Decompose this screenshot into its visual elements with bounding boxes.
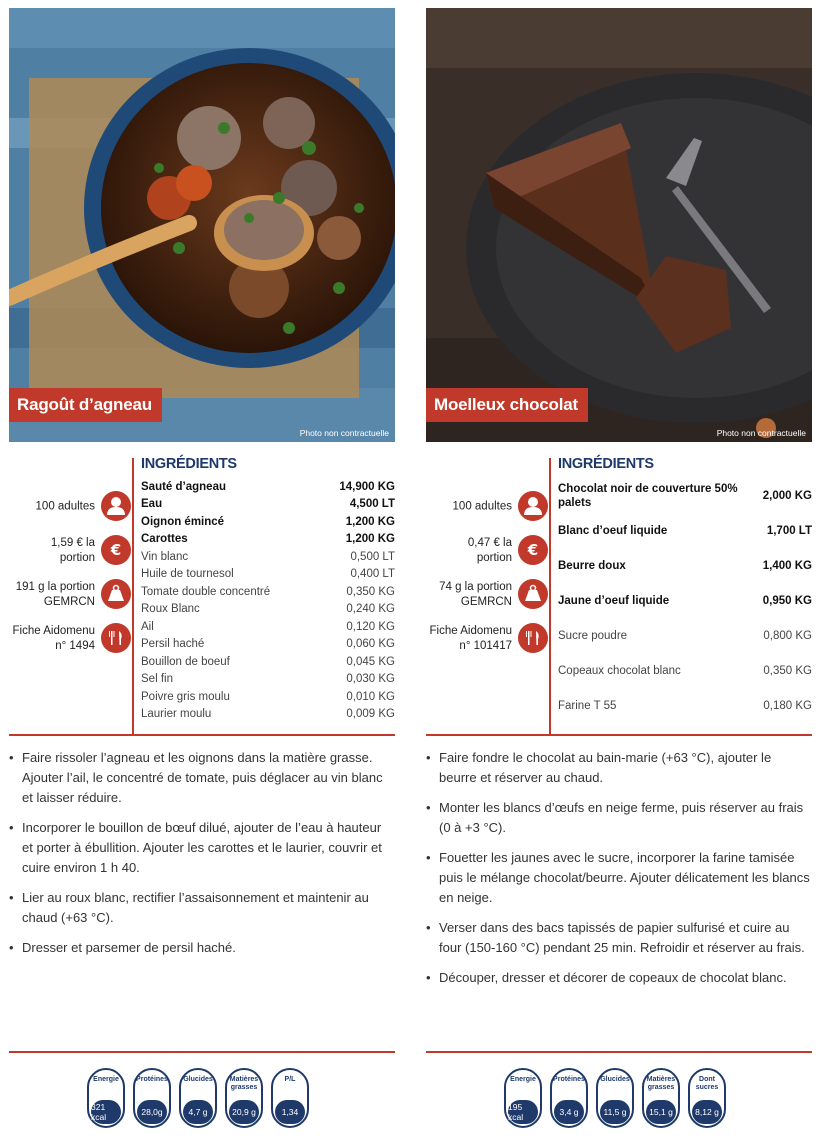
nutrition-facts: [87, 1068, 317, 1128]
ingredient-row: [141, 583, 395, 601]
nutrition-value: 15,1 g: [646, 1100, 676, 1124]
ingredient-quantity: 1,700 LT: [766, 524, 812, 537]
ingredient-name: Vin blanc: [141, 550, 189, 563]
ingredient-quantity: 0,240 KG: [346, 603, 395, 616]
preparation-step: • Lier au roux blanc, rectifier l’assaisonnement et maintenir au chaud (+63 °C).: [9, 888, 395, 928]
ingredient-quantity: 1,400 KG: [762, 559, 812, 572]
ingredient-name: Oignon émincé: [141, 515, 225, 528]
ingredient-quantity: 0,950 KG: [762, 594, 812, 607]
svg-text:€: €: [110, 541, 122, 559]
portion-text: 191 g la portion GEMRCN: [15, 581, 95, 608]
sheet-info: [426, 623, 550, 655]
price-text: 1,59 € la portion: [50, 537, 95, 564]
ingredient-row: [141, 566, 395, 584]
ingredient-name: Beurre doux: [558, 559, 626, 572]
ingredient-row: [558, 583, 812, 618]
recipe-title: Ragoût d’agneau: [9, 388, 162, 422]
ingredients-heading: INGRÉDIENTS: [141, 456, 237, 472]
ingredient-quantity: 0,009 KG: [346, 708, 395, 721]
ingredient-name: Poivre gris moulu: [141, 690, 230, 703]
ingredient-name: Tomate double concentré: [141, 585, 271, 598]
ingredient-quantity: 0,010 KG: [346, 690, 395, 703]
ingredient-quantity: 0,045 KG: [346, 655, 395, 668]
stew-illustration: [9, 8, 395, 442]
nutrition-badge: [133, 1068, 171, 1128]
recipe-info: [426, 456, 550, 734]
divider-vertical: [132, 458, 134, 734]
nutrition-badge: [271, 1068, 309, 1128]
ingredient-name: Blanc d’oeuf liquide: [558, 524, 668, 537]
nutrition-label: Dont sucres: [695, 1076, 719, 1091]
recipe-card-ragout: [9, 0, 397, 1136]
ingredient-row: [141, 496, 395, 514]
ingredient-row: [141, 531, 395, 549]
ingredient-quantity: 0,120 KG: [346, 620, 395, 633]
photo-disclaimer: Photo non contractuelle: [716, 428, 806, 438]
ingredient-name: Sel fin: [141, 673, 173, 686]
ingredient-quantity: 2,000 KG: [762, 489, 812, 502]
nutrition-value: 28,0g: [137, 1100, 167, 1124]
recipe-card-moelleux: [426, 0, 814, 1136]
ingredients-heading: INGRÉDIENTS: [558, 456, 654, 472]
nutrition-label: Energie: [93, 1076, 119, 1083]
ingredient-quantity: 1,200 KG: [345, 515, 395, 528]
servings-info: [9, 491, 133, 523]
ingredient-row: [141, 513, 395, 531]
nutrition-value: 4,7 g: [183, 1100, 213, 1124]
ingredient-quantity: 0,500 LT: [350, 550, 395, 563]
ingredient-row: [141, 706, 395, 724]
nutrition-value: 195 kcal: [508, 1100, 538, 1124]
preparation-steps: [426, 748, 812, 998]
sheet-text: Fiche Aidomenu n° 101417: [429, 625, 512, 652]
ingredient-row: [558, 688, 812, 723]
ingredient-row: [558, 513, 812, 548]
ingredient-name: Sucre poudre: [558, 629, 628, 642]
nutrition-label: P/L: [284, 1076, 296, 1083]
divider-horizontal: [426, 734, 812, 736]
ingredient-name: Copeaux chocolat blanc: [558, 664, 681, 677]
preparation-steps: [9, 748, 395, 968]
portion-info: [426, 579, 550, 611]
ingredient-row: [141, 548, 395, 566]
ingredient-name: Ail: [141, 620, 154, 633]
preparation-step: • Monter les blancs d’œufs en neige ferme, puis réserver au frais (0 à +3 °C).: [426, 798, 812, 838]
person-icon: [518, 491, 548, 521]
nutrition-badge: [179, 1068, 217, 1128]
euro-icon: [518, 535, 548, 565]
ingredient-row: [141, 601, 395, 619]
ingredient-name: Jaune d’oeuf liquide: [558, 594, 670, 607]
servings-text: 100 adultes: [452, 500, 512, 513]
ingredient-quantity: 0,800 KG: [763, 629, 812, 642]
ingredient-row: [141, 618, 395, 636]
nutrition-badge: [504, 1068, 542, 1128]
nutrition-label: Protéines: [136, 1076, 168, 1083]
ingredients-section: [558, 456, 812, 723]
nutrition-badge: [688, 1068, 726, 1128]
preparation-step: • Incorporer le bouillon de bœuf dilué, ajouter de l’eau à hauteur et porter à ébullition. Ajouter les carottes et le laurier, couvrir et cuire environ 1 h 40.: [9, 818, 395, 878]
divider-horizontal: [9, 734, 395, 736]
ingredient-name: Laurier moulu: [141, 708, 212, 721]
cake-illustration: [426, 8, 812, 442]
photo-disclaimer: Photo non contractuelle: [299, 428, 389, 438]
nutrition-label: Glucides: [183, 1076, 213, 1083]
ingredient-row: [558, 548, 812, 583]
ingredient-row: [558, 653, 812, 688]
divider-bottom: [426, 1051, 812, 1053]
svg-text:€: €: [527, 541, 539, 559]
ingredient-row: [141, 653, 395, 671]
nutrition-badge: [87, 1068, 125, 1128]
ingredient-quantity: 0,350 KG: [346, 585, 395, 598]
recipe-photo: [9, 8, 395, 442]
cutlery-icon: [101, 623, 131, 653]
ingredients-list: [558, 478, 812, 723]
divider-bottom: [9, 1051, 395, 1053]
ingredient-name: Farine T 55: [558, 699, 617, 712]
scale-weight-icon: [101, 579, 131, 609]
ingredient-name: Huile de tournesol: [141, 568, 234, 581]
ingredient-row: [141, 688, 395, 706]
ingredients-section: [141, 456, 395, 723]
nutrition-badge: [225, 1068, 263, 1128]
price-info: [426, 535, 550, 567]
price-info: [9, 535, 133, 567]
ingredient-quantity: 0,180 KG: [763, 699, 812, 712]
nutrition-value: 11,5 g: [600, 1100, 630, 1124]
ingredient-quantity: 0,060 KG: [346, 638, 395, 651]
sheet-info: [9, 623, 133, 655]
preparation-step: • Faire rissoler l’agneau et les oignons dans la matière grasse. Ajouter l’ail, le concentré de tomate, puis déglacer au vin blanc et laisser réduire.: [9, 748, 395, 808]
sheet-text: Fiche Aidomenu n° 1494: [12, 625, 95, 652]
ingredient-quantity: 4,500 LT: [349, 498, 395, 511]
nutrition-value: 1,34: [275, 1100, 305, 1124]
ingredient-name: Chocolat noir de couverture 50% palets: [558, 482, 738, 509]
preparation-step: • Dresser et parsemer de persil haché.: [9, 938, 395, 958]
nutrition-badge: [596, 1068, 634, 1128]
nutrition-label: Glucides: [600, 1076, 630, 1083]
servings-info: [426, 491, 550, 523]
preparation-step: • Découper, dresser et décorer de copeaux de chocolat blanc.: [426, 968, 812, 988]
scale-weight-icon: [518, 579, 548, 609]
nutrition-value: 8,12 g: [692, 1100, 722, 1124]
price-text: 0,47 € la portion: [467, 537, 512, 564]
ingredient-quantity: 0,400 LT: [350, 568, 395, 581]
preparation-step: • Verser dans des bacs tapissés de papier sulfurisé et cuire au four (150-160 °C) pendant 25 min. Refroidir et réserver au frais.: [426, 918, 812, 958]
ingredient-name: Roux Blanc: [141, 603, 200, 616]
preparation-step: • Faire fondre le chocolat au bain-marie (+63 °C), ajouter le beurre et réserver au chaud.: [426, 748, 812, 788]
nutrition-value: 20,9 g: [229, 1100, 259, 1124]
recipe-info: [9, 456, 133, 734]
ingredient-name: Bouillon de boeuf: [141, 655, 230, 668]
nutrition-label: Matières grasses: [646, 1076, 676, 1091]
nutrition-label: Protéines: [553, 1076, 585, 1083]
ingredient-quantity: 0,030 KG: [346, 673, 395, 686]
ingredient-row: [558, 618, 812, 653]
portion-text: 74 g la portion GEMRCN: [439, 581, 512, 608]
recipe-title: Moelleux chocolat: [426, 388, 588, 422]
recipe-photo: [426, 8, 812, 442]
nutrition-badge: [642, 1068, 680, 1128]
nutrition-label: Matières grasses: [229, 1076, 259, 1091]
euro-icon: [101, 535, 131, 565]
ingredient-name: Eau: [141, 498, 163, 511]
ingredient-name: Carottes: [141, 533, 188, 546]
ingredient-row: [558, 478, 812, 513]
ingredient-name: Persil haché: [141, 638, 205, 651]
ingredient-name: Sauté d’agneau: [141, 480, 226, 493]
ingredients-list: [141, 478, 395, 723]
portion-info: [9, 579, 133, 611]
person-icon: [101, 491, 131, 521]
ingredient-quantity: 14,900 KG: [339, 480, 395, 493]
divider-vertical: [549, 458, 551, 734]
nutrition-value: 321 kcal: [91, 1100, 121, 1124]
ingredient-row: [141, 636, 395, 654]
nutrition-value: 3,4 g: [554, 1100, 584, 1124]
servings-text: 100 adultes: [35, 500, 95, 513]
ingredient-quantity: 1,200 KG: [345, 533, 395, 546]
ingredient-row: [141, 671, 395, 689]
nutrition-badge: [550, 1068, 588, 1128]
nutrition-facts: [504, 1068, 734, 1128]
ingredient-quantity: 0,350 KG: [763, 664, 812, 677]
preparation-step: • Fouetter les jaunes avec le sucre, incorporer la farine tamisée puis le mélange chocolat/beurre. Ajouter délicatement les blancs en neige.: [426, 848, 812, 908]
nutrition-label: Energie: [510, 1076, 536, 1083]
ingredient-row: [141, 478, 395, 496]
cutlery-icon: [518, 623, 548, 653]
